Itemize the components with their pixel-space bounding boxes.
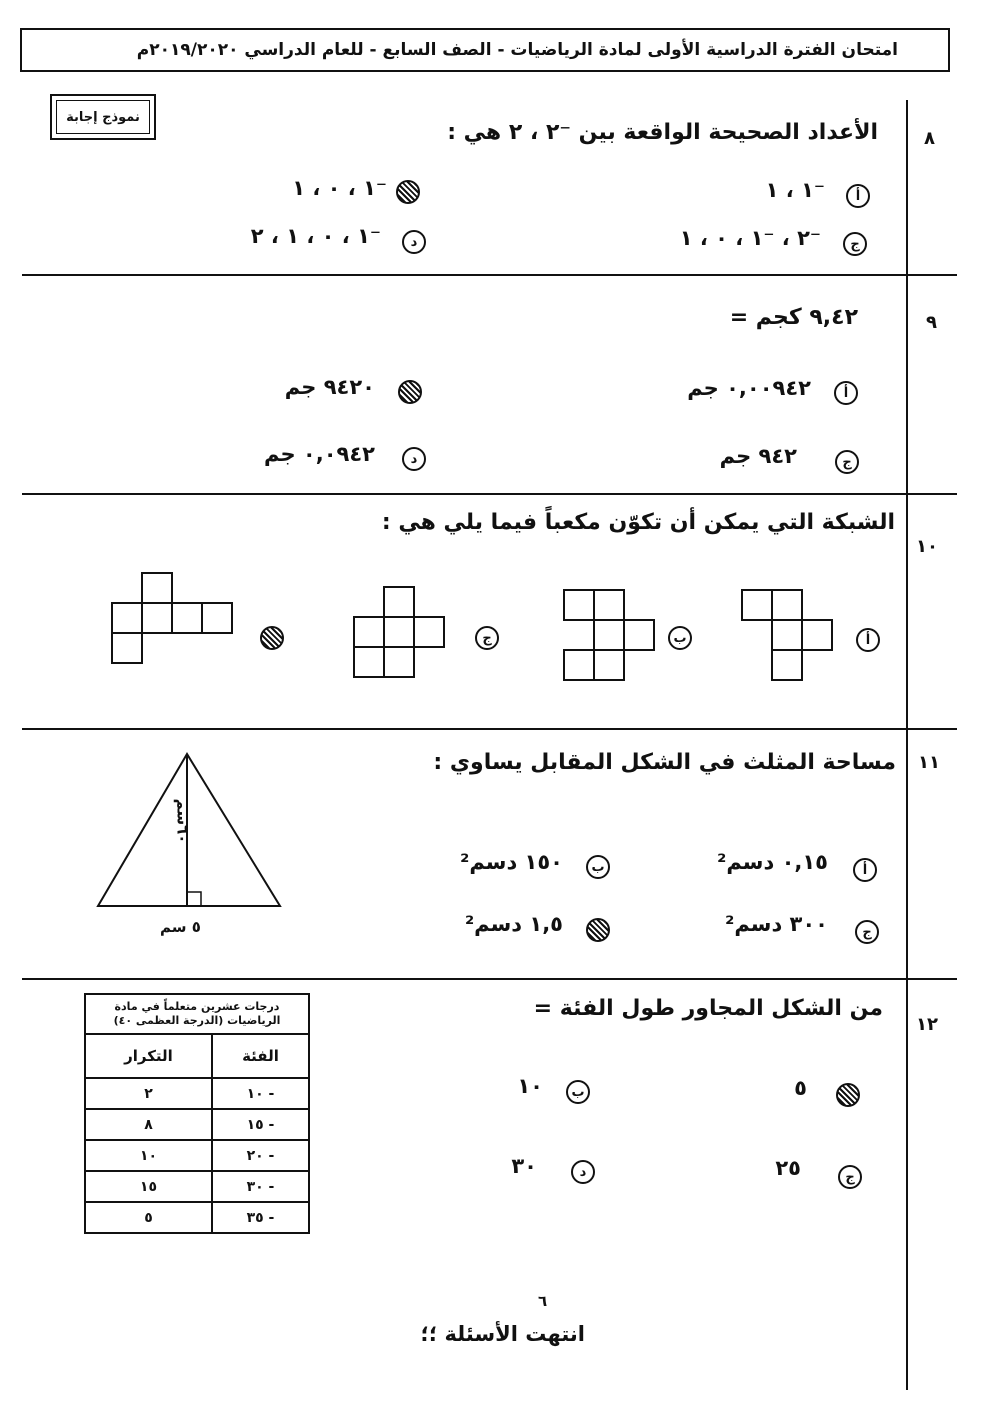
option-c-marker[interactable]: ج [838,1165,862,1189]
question-text: الشبكة التي يمكن أن تكوّن مكعباً فيما يلي هي : [381,510,895,535]
question-number: ١٢ [916,1014,938,1035]
option-c-text: ٣٠٠ دسم² [725,912,828,936]
option-b-text: ١٠ [517,1074,543,1098]
table-cell-class: ١٠ - [212,1078,309,1109]
question-text: ٩,٤٢ كجم = [729,305,858,330]
table-row [85,1078,309,1109]
option-c-marker[interactable]: ج [843,232,867,256]
option-b-text: ١٥٠ دسم² [460,850,563,874]
end-of-questions: انتهت الأسئلة ؛؛ [420,1322,585,1346]
question-number: ٩ [926,312,937,333]
option-d-marker[interactable]: د [402,230,426,254]
option-a-marker[interactable]: أ [856,628,880,652]
table-cell-class: ٣٥ - [212,1202,309,1233]
table-cell-frequency: ١٥ [85,1171,212,1202]
exam-header [20,28,950,72]
table-caption: درجات عشرين متعلماً في مادة الرياضيات (الدرجة العظمى ٤٠) [85,994,309,1034]
triangle-base-label: ٥ سم [160,918,201,936]
question-text: مساحة المثلث في الشكل المقابل يساوي : [433,750,896,775]
option-a-marker[interactable]: أ [846,184,870,208]
number-column-divider [906,100,908,1390]
option-a-marker[interactable]: أ [853,858,877,882]
exam-title: امتحان الفترة الدراسية الأولى لمادة الرياضيات - الصف السابع - للعام الدراسي ٢٠١٩/٢٠٢٠م [136,40,898,60]
divider-q8 [22,274,957,276]
question-number: ١١ [918,752,940,773]
option-d-marker[interactable]: د [402,447,426,471]
option-d-marker-selected[interactable] [260,626,284,650]
question-number: ١٠ [916,536,938,557]
table-row [85,1109,309,1140]
question-number: ٨ [924,128,935,149]
divider-q10 [22,728,957,730]
divider-q11 [22,978,957,980]
option-a-text: ٥ [794,1076,807,1100]
option-b-text: ⁻١ ، ٠ ، ١ [292,176,387,200]
table-cell-class: ٢٠ - [212,1140,309,1171]
option-a-text: ٠,١٥ دسم² [717,850,828,874]
net-option-d [112,573,232,663]
table-row [85,1140,309,1171]
question-text: الأعداد الصحيحة الواقعة بين ⁻٢ ، ٢ هي : [447,120,878,145]
table-cell-frequency: ٨ [85,1109,212,1140]
option-c-marker[interactable]: ج [855,920,879,944]
option-d-text: ٣٠ [511,1154,537,1178]
table-header-frequency: التكرار [85,1034,212,1078]
table-cell-frequency: ٢ [85,1078,212,1109]
option-c-text: ٢٥ [775,1156,801,1180]
option-a-marker-selected[interactable] [836,1083,860,1107]
option-b-marker-selected[interactable] [398,380,422,404]
net-option-b [564,590,654,680]
table-header-class: الفئة [212,1034,309,1078]
table-cell-class: ٣٠ - [212,1171,309,1202]
option-d-text: ١,٥ دسم² [464,912,563,936]
option-d-marker[interactable]: د [571,1160,595,1184]
model-answer-box [50,94,156,140]
option-a-text: ٠,٠٠٩٤٢ جم [687,376,811,400]
frequency-table [84,993,310,1234]
option-b-text: ٩٤٢٠ جم [284,375,375,399]
table-cell-frequency: ١٠ [85,1140,212,1171]
net-option-a [742,590,832,680]
table-cell-frequency: ٥ [85,1202,212,1233]
option-c-text: ٩٤٢ جم [719,444,797,468]
option-d-text: ٠,٠٩٤٢ جم [264,442,375,466]
triangle-height-label: ٦٠سم [173,798,192,844]
divider-q9 [22,493,957,495]
option-d-marker-selected[interactable] [586,918,610,942]
model-answer-label: نموذج إجابة [56,100,150,134]
option-b-marker[interactable]: ب [668,626,692,650]
option-c-marker[interactable]: ج [475,626,499,650]
option-a-text: ⁻١ ، ١ [765,178,825,202]
net-option-c [354,587,444,677]
option-b-marker-selected[interactable] [396,180,420,204]
table-cell-class: ١٥ - [212,1109,309,1140]
question-text: من الشكل المجاور طول الفئة = [533,996,883,1021]
page-number: ٦ [538,1292,548,1310]
option-c-text: ⁻٢ ، ⁻١ ، ٠ ، ١ [679,226,821,250]
table-row [85,1171,309,1202]
option-a-marker[interactable]: أ [834,381,858,405]
option-b-marker[interactable]: ب [566,1080,590,1104]
option-d-text: ⁻١ ، ٠ ، ١ ، ٢ [250,224,381,248]
table-row [85,1202,309,1233]
option-c-marker[interactable]: ج [835,450,859,474]
option-b-marker[interactable]: ب [586,855,610,879]
